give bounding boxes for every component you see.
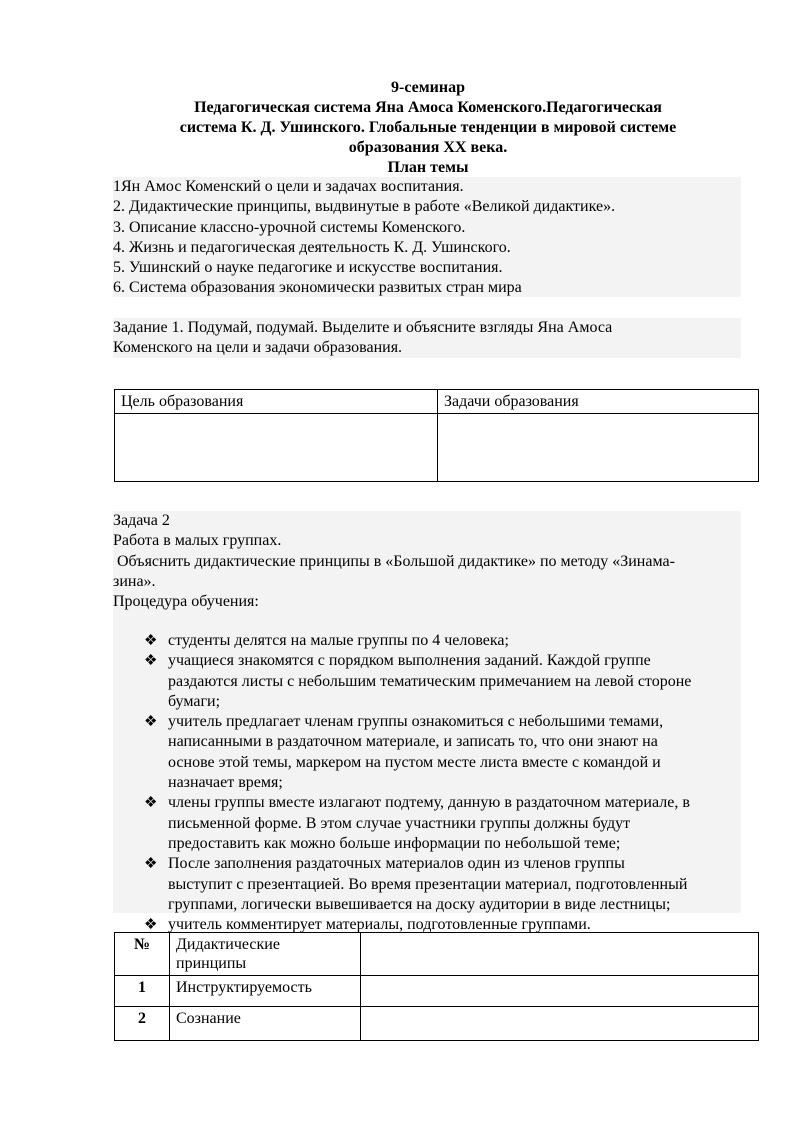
bullet-text: учащиеся знакомятся с порядком выполнения заданий. Каждой группе — [168, 652, 651, 670]
plan-title: План темы — [387, 159, 469, 176]
title-line-3: образования XX века. — [348, 139, 508, 156]
principles-header: Дидактические принципы — [170, 933, 361, 976]
row-number: 2 — [115, 1007, 170, 1041]
empty-header — [361, 933, 759, 976]
bullet-text: учитель предлагает членам группы ознакомиться с небольшими темами, — [168, 713, 664, 731]
bullet-text: бумаги; — [168, 692, 221, 710]
list-item — [144, 631, 753, 651]
bullet-text: письменной форме. В этом случае участники группы должны будут — [168, 814, 631, 832]
plan-item-3: 3. Описание классно-урочной системы Коменского. — [113, 218, 466, 236]
principles-table — [114, 932, 759, 1041]
principle-name: Инструктируемость — [170, 976, 361, 1007]
diamond-bullet-icon: ❖ — [144, 795, 158, 812]
tasks-header: Задачи образования — [438, 390, 759, 414]
bullet-text: После заполнения раздаточных материалов один из членов группы — [168, 855, 625, 873]
goal-cell[interactable] — [115, 414, 438, 482]
bullet-text: группами, логически вывешивается на доску аудитории в виде лестницы; — [168, 895, 671, 913]
task1-text — [113, 318, 741, 358]
bullet-text: учитель комментирует материалы, подготовленные группами. — [168, 916, 591, 934]
plan-item-6: 6. Система образования экономически развитых стран мира — [113, 279, 522, 297]
goal-header: Цель образования — [115, 390, 438, 414]
task1-line-1: Задание 1. Подумай, подумай. Выделите и объясните взгляды Яна Амоса — [113, 319, 613, 336]
task2-line-5: Процедура обучения: — [113, 593, 259, 611]
table-row — [115, 976, 759, 1007]
bullet-text: студенты делятся на малые группы по 4 человека; — [168, 632, 509, 649]
list-item — [144, 651, 753, 712]
table-row — [115, 390, 759, 414]
plan-item-5: 5. Ушинский о науке педагогике и искусстве воспитания. — [113, 259, 503, 277]
diamond-bullet-icon: ❖ — [144, 917, 158, 934]
list-item — [144, 854, 753, 915]
task2-line-4: зина». — [113, 572, 156, 590]
number-header: № — [115, 933, 170, 976]
table-row — [115, 414, 759, 482]
bullet-text: раздаются листы с небольшим тематическим примечанием на левой стороне — [168, 672, 692, 690]
diamond-bullet-icon: ❖ — [144, 633, 158, 649]
bullet-text: назначает время; — [168, 774, 283, 792]
title-line-2: система К. Д. Ушинского. Глобальные тенденции в мировой системе — [179, 119, 677, 136]
table-row — [115, 1007, 759, 1041]
task2-line-1: Задача 2 — [113, 512, 170, 529]
task2-line-3: Объяснить дидактические принципы в «Большой дидактике» по методу «Зинама- — [113, 552, 675, 570]
tasks-cell[interactable] — [438, 414, 759, 482]
bullet-text: основе этой темы, маркером на пустом месте листа вместе с командой и — [168, 753, 661, 771]
plan-item-2: 2. Дидактические принципы, выдвинутые в работе «Великой дидактике». — [113, 198, 616, 216]
plan-item-1: 1Ян Амос Коменский о цели и задачах воспитания. — [113, 178, 464, 195]
plan-item-4: 4. Жизнь и педагогическая деятельность К. Д. Ушинского. — [113, 238, 511, 256]
principle-name: Сознание — [170, 1007, 361, 1041]
principle-cell[interactable] — [361, 1007, 759, 1041]
principle-cell[interactable] — [361, 976, 759, 1007]
task2-line-2: Работа в малых группах. — [113, 532, 282, 550]
bullet-text: написанными в раздаточном материале, и записать то, что они знают на — [168, 733, 658, 751]
diamond-bullet-icon: ❖ — [144, 714, 158, 731]
bullet-text: предоставить как можно больше информации по небольшой теме; — [168, 834, 621, 852]
list-item — [144, 793, 753, 854]
table-row — [115, 933, 759, 976]
row-number: 1 — [115, 976, 170, 1007]
task1-line-2: Коменского на цели и задачи образования. — [113, 339, 403, 357]
procedure-list — [144, 631, 753, 935]
diamond-bullet-icon: ❖ — [144, 856, 158, 873]
list-item — [144, 712, 753, 793]
diamond-bullet-icon: ❖ — [144, 653, 158, 670]
bullet-text: члены группы вместе излагают подтему, данную в раздаточном материале, в — [168, 794, 690, 812]
goals-table — [114, 389, 759, 482]
plan-list — [113, 177, 741, 297]
title-line-1: Педагогическая система Яна Амоса Коменского.Педагогическая — [194, 99, 662, 116]
seminar-number: 9-семинар — [391, 79, 465, 96]
bullet-text: выступит с презентацией. Во время презентации материал, подготовленный — [168, 875, 688, 893]
